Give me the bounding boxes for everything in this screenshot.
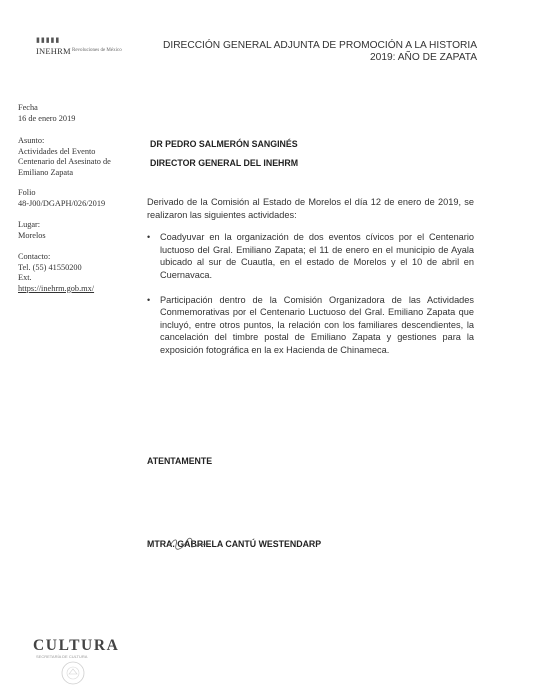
asunto-line-1: Actividades del Evento <box>18 146 96 156</box>
inehrm-logo <box>30 36 130 62</box>
cultura-subtitle: SECRETARÍA DE CULTURA <box>36 654 88 659</box>
cultura-logo: CULTURA <box>33 637 120 654</box>
contacto-ext: Ext. <box>18 273 32 282</box>
activities-list <box>147 231 474 356</box>
header-year-motto: 2019: AÑO DE ZAPATA <box>369 52 477 63</box>
signer-name: MTRA. GABRIELA CANTÚ WESTENDARP <box>147 539 322 549</box>
letter-body <box>147 196 474 369</box>
asunto-line-2: Centenario del Asesinato de <box>18 157 111 166</box>
fecha-label: Fecha <box>18 103 38 112</box>
logo-subtitle: Revoluciones de México <box>72 48 122 53</box>
logo-name: INEHRM <box>36 46 71 56</box>
recipient-title: DIRECTOR GENERAL DEL INEHRM <box>150 158 299 168</box>
folio-value: 48-J00/DGAPH/026/2019 <box>18 198 106 208</box>
national-seal-icon <box>60 660 86 686</box>
fecha-value: 16 de enero 2019 <box>18 113 76 123</box>
contacto-label: Contacto: <box>18 252 51 261</box>
contacto-tel: Tel. (55) 41550200 <box>18 262 82 272</box>
recipient-block <box>150 135 298 173</box>
contacto-block <box>18 252 133 294</box>
lugar-label: Lugar: <box>18 220 41 229</box>
lugar-value: Morelos <box>18 230 46 240</box>
folio-label: Folio <box>18 188 36 197</box>
intro-paragraph: Derivado de la Comisión al Estado de Morelos el día 12 de enero de 2019, se realizaron las siguientes actividades: <box>147 197 474 220</box>
lugar-block <box>18 220 133 241</box>
activity-item: • Coadyuvar en la organización de dos eventos cívicos por el Centenario luctuoso del Gral. Emiliano Zapata; el 11 de enero en el municipio de Ayala ubicado al sur de Cuautla, en el estado de Morelos y el 10 de abril en Cuernavaca. <box>147 231 474 281</box>
recipient-name: DR PEDRO SALMERÓN SANGINÉS <box>150 139 298 149</box>
signature-mark <box>168 536 208 552</box>
asunto-label: Asunto: <box>18 136 45 145</box>
asunto-line-3: Emiliano Zapata <box>18 167 74 177</box>
asunto-block <box>18 136 133 178</box>
website-link[interactable]: https://inehrm.gob.mx/ <box>18 283 95 293</box>
closing-salutation: ATENTAMENTE <box>147 456 213 466</box>
logo-marks: ▮▮▮▮▮ <box>36 36 61 44</box>
fecha-block <box>18 103 133 124</box>
activity-item: • Participación dentro de la Comisión Organizadora de las Actividades Conmemorativas por el Centenario Luctuoso del Gral. Emiliano Zapata que incluyó, entre otros puntos, la relación con los familiares descendientes, la cancelación del timbre postal de Emiliano Zapata y gestiones para la exposición fotográfica en la ex Hacienda de Chinameca. <box>147 294 474 357</box>
folio-block <box>18 188 133 209</box>
header-department: DIRECCIÓN GENERAL ADJUNTA DE PROMOCIÓN A LA HISTORIA <box>163 40 477 51</box>
letterhead-header <box>163 40 477 64</box>
